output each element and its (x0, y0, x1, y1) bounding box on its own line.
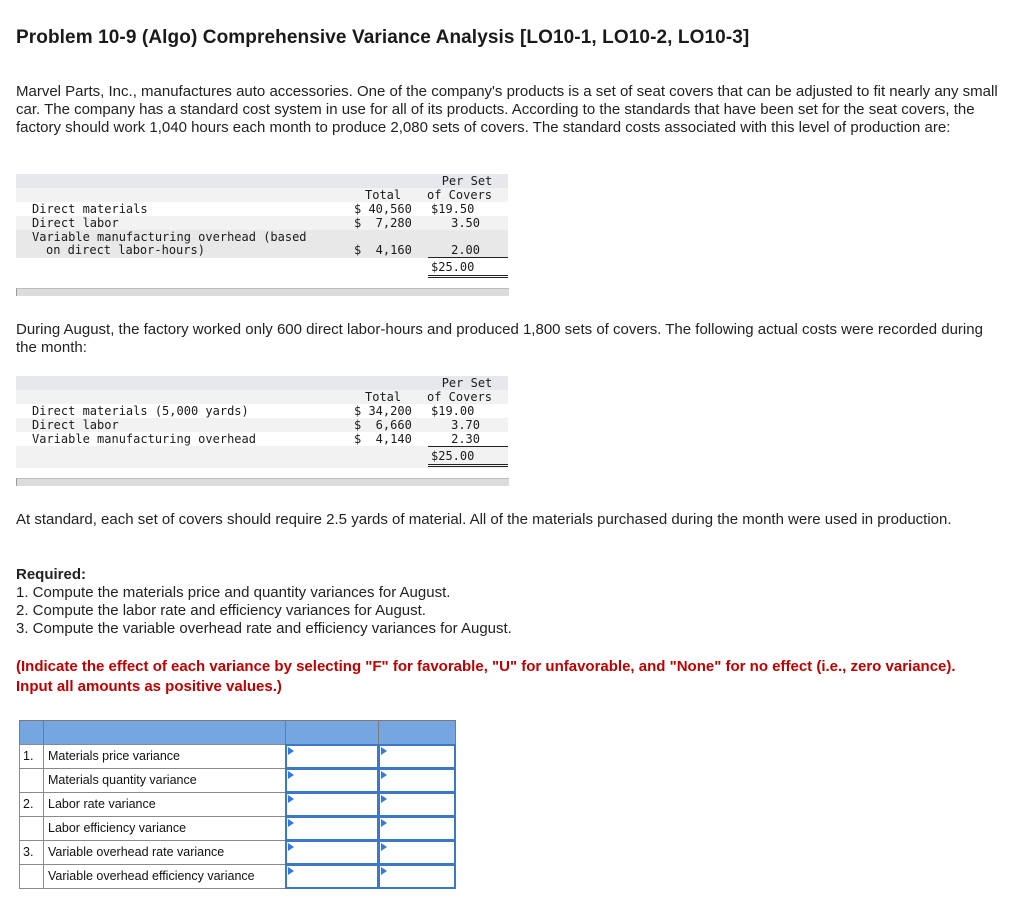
act-row-label: Variable manufacturing overhead (32, 432, 256, 446)
grid-header-cell (378, 720, 456, 745)
act-col-per-set-1: Per Set (441, 376, 493, 390)
effect-select[interactable] (378, 816, 456, 841)
variance-label: Materials price variance (43, 744, 286, 769)
std-row-per-set: $19.50 (431, 202, 475, 216)
row-number: 1. (19, 744, 44, 769)
horizontal-scrollbar[interactable] (16, 478, 509, 486)
intro-paragraph: Marvel Parts, Inc., manufactures auto accessories. One of the company's products is a set of seat covers that can be adjusted to fit nearly any small car. The company has a standard cost system in use for all of its products. According to the standards that have been set for the seat covers, the factory should work 1,040 hours each month to produce 2,080 sets of covers. The standard costs associated with this level of production are: (16, 83, 998, 136)
std-row-label: Direct materials (32, 202, 148, 216)
dropdown-marker-icon (381, 843, 387, 851)
page-title: Problem 10-9 (Algo) Comprehensive Variance Analysis [LO10-1, LO10-2, LO10-3] (16, 27, 750, 48)
act-row-total: $ 34,200 (354, 404, 412, 418)
effect-select[interactable] (378, 792, 456, 817)
act-col-total: Total (365, 390, 402, 404)
amount-input[interactable] (285, 840, 379, 865)
required-heading: Required: (16, 566, 87, 583)
effect-select[interactable] (378, 840, 456, 865)
horizontal-scrollbar[interactable] (16, 288, 509, 296)
std-row-per-set: 2.00 (451, 243, 480, 257)
dropdown-marker-icon (381, 867, 387, 875)
row-number (19, 768, 44, 793)
effect-select[interactable] (378, 744, 456, 769)
dropdown-marker-icon (288, 771, 294, 779)
act-col-per-set-2: of Covers (427, 390, 493, 404)
required-item: 3. Compute the variable overhead rate and efficiency variances for August. (16, 620, 512, 637)
total-rule (428, 464, 508, 465)
dropdown-marker-icon (381, 771, 387, 779)
variance-label: Labor rate variance (43, 792, 286, 817)
amount-input[interactable] (285, 792, 379, 817)
grid-header-cell (43, 720, 286, 745)
dropdown-marker-icon (381, 819, 387, 827)
subtotal-rule (428, 257, 508, 258)
dropdown-marker-icon (381, 795, 387, 803)
act-row-per-set: 2.30 (451, 432, 480, 446)
standard-note-paragraph: At standard, each set of covers should require 2.5 yards of material. All of the materials purchased during the month were used in production. (16, 511, 952, 528)
amount-input[interactable] (285, 744, 379, 769)
variance-label: Variable overhead efficiency variance (43, 864, 286, 889)
variance-label: Labor efficiency variance (43, 816, 286, 841)
act-row-total: $ 6,660 (354, 418, 412, 432)
august-paragraph: During August, the factory worked only 600 direct labor-hours and produced 1,800 sets of covers. The following actual costs were recorded during the month: (16, 321, 983, 356)
dropdown-marker-icon (288, 819, 294, 827)
std-col-per-set-2: of Covers (427, 188, 493, 202)
amount-input[interactable] (285, 864, 379, 889)
act-row-label: Direct materials (5,000 yards) (32, 404, 249, 418)
amount-input[interactable] (285, 816, 379, 841)
subtotal-rule (428, 446, 508, 447)
act-row-per-set: $19.00 (431, 404, 475, 418)
total-rule (428, 275, 508, 276)
dropdown-marker-icon (381, 747, 387, 755)
row-number (19, 864, 44, 889)
std-col-per-set-1: Per Set (441, 174, 493, 188)
std-row-per-set: 3.50 (451, 216, 480, 230)
variance-label: Materials quantity variance (43, 768, 286, 793)
dropdown-marker-icon (288, 867, 294, 875)
std-row-total: $ 7,280 (354, 216, 412, 230)
total-rule (428, 277, 508, 278)
act-row-per-set: 3.70 (451, 418, 480, 432)
grid-header-cell (285, 720, 379, 745)
effect-select[interactable] (378, 768, 456, 793)
required-item: 2. Compute the labor rate and efficiency variances for August. (16, 602, 426, 619)
amount-input[interactable] (285, 768, 379, 793)
required-list (16, 584, 512, 638)
total-rule (428, 466, 508, 467)
instruction-note: (Indicate the effect of each variance by selecting "F" for favorable, "U" for unfavorable, and "None" for no effect (i.e., zero variance). Input all amounts as positive values.) (16, 658, 956, 695)
row-number: 2. (19, 792, 44, 817)
variance-label: Variable overhead rate variance (43, 840, 286, 865)
std-row-label: Variable manufacturing overhead (based (32, 230, 307, 244)
std-col-total: Total (365, 188, 402, 202)
std-row-total: $ 40,560 (354, 202, 412, 216)
act-row-label: Direct labor (32, 418, 119, 432)
act-row-total: $ 4,140 (354, 432, 412, 446)
row-number (19, 816, 44, 841)
std-row-label: Direct labor (32, 216, 119, 230)
dropdown-marker-icon (288, 795, 294, 803)
act-grand-total: $25.00 (431, 449, 475, 463)
dropdown-marker-icon (288, 747, 294, 755)
effect-select[interactable] (378, 864, 456, 889)
std-grand-total: $25.00 (431, 260, 475, 274)
required-item: 1. Compute the materials price and quantity variances for August. (16, 584, 451, 601)
std-row-total: $ 4,160 (354, 243, 412, 257)
grid-header-cell (19, 720, 44, 745)
dropdown-marker-icon (288, 843, 294, 851)
std-row-label-cont: on direct labor-hours) (46, 243, 205, 257)
row-number: 3. (19, 840, 44, 865)
